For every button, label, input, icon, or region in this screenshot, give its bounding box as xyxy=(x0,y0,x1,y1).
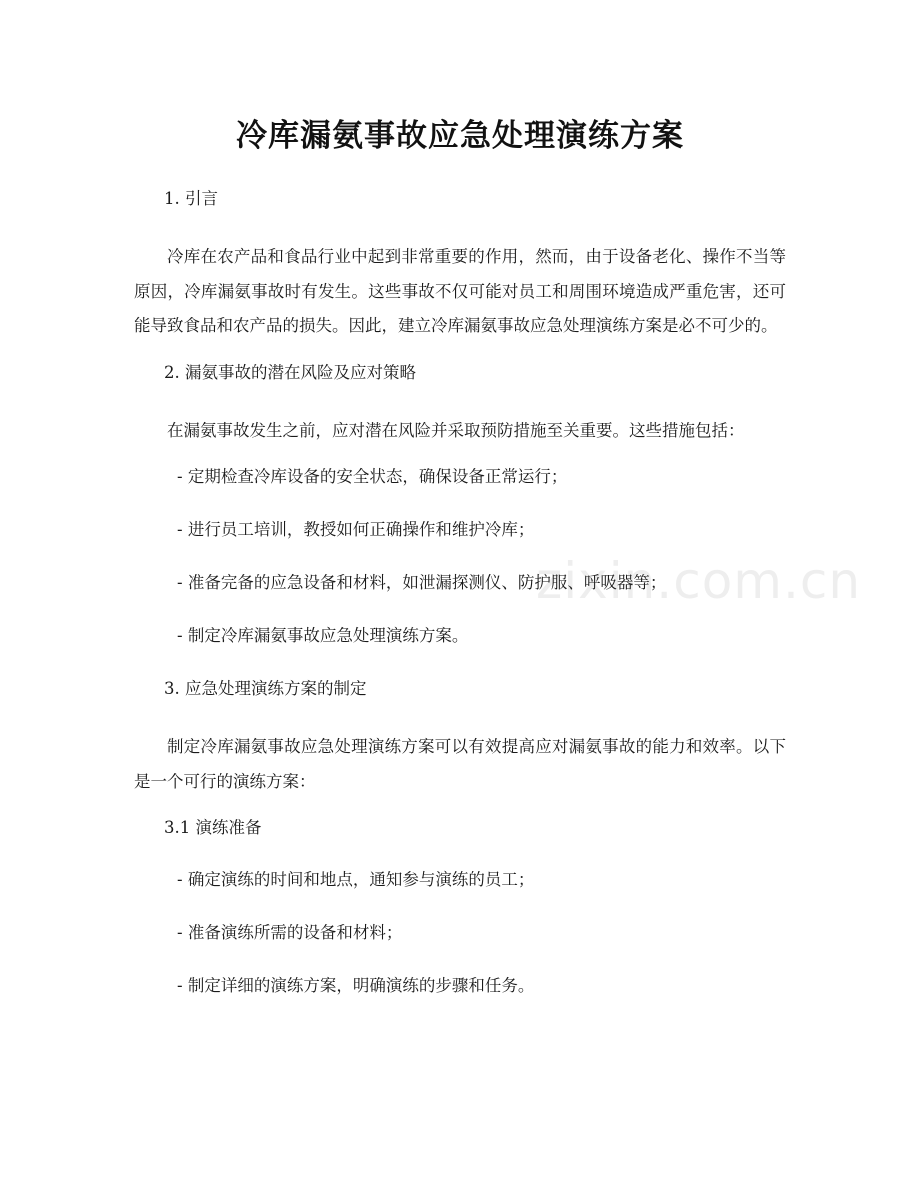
subsection-heading-preparation: 3.1 演练准备 xyxy=(164,818,262,837)
document-title: 冷库漏氨事故应急处理演练方案 xyxy=(236,118,684,154)
list-item: - 确定演练的时间和地点，通知参与演练的员工； xyxy=(177,870,535,889)
section-heading-plan: 3. 应急处理演练方案的制定 xyxy=(164,679,367,698)
list-item: - 准备演练所需的设备和材料； xyxy=(177,923,403,942)
paragraph-risks: 在漏氨事故发生之前，应对潜在风险并采取预防措施至关重要。这些措施包括： xyxy=(167,420,745,440)
list-item: - 制定详细的演练方案，明确演练的步骤和任务。 xyxy=(177,976,535,995)
watermark-text: zixin.com.cn xyxy=(536,552,862,610)
list-item: - 制定冷库漏氨事故应急处理演练方案。 xyxy=(177,626,469,645)
list-item: - 准备完备的应急设备和材料，如泄漏探测仪、防护服、呼吸器等； xyxy=(177,573,667,592)
list-item: - 定期检查冷库设备的安全状态，确保设备正常运行； xyxy=(177,467,568,486)
document-body xyxy=(134,184,786,1024)
section-heading-risks: 2. 漏氨事故的潜在风险及应对策略 xyxy=(164,362,416,382)
paragraph-plan: 制定冷库漏氨事故应急处理演练方案可以有效提高应对漏氨事故的能力和效率。以下是一个可行的演练方案： xyxy=(134,737,786,791)
paragraph-intro: 冷库在农产品和食品行业中起到非常重要的作用，然而，由于设备老化、操作不当等原因，冷库漏氨事故时有发生。这些事故不仅可能对员工和周围环境造成严重危害，还可能导致食品和农产品的损失。因此，建立冷库漏氨事故应急处理演练方案是必不可少的。 xyxy=(134,247,786,335)
section-heading-intro: 1. 引言 xyxy=(164,189,218,208)
list-item: - 进行员工培训，教授如何正确操作和维护冷库； xyxy=(177,520,535,539)
